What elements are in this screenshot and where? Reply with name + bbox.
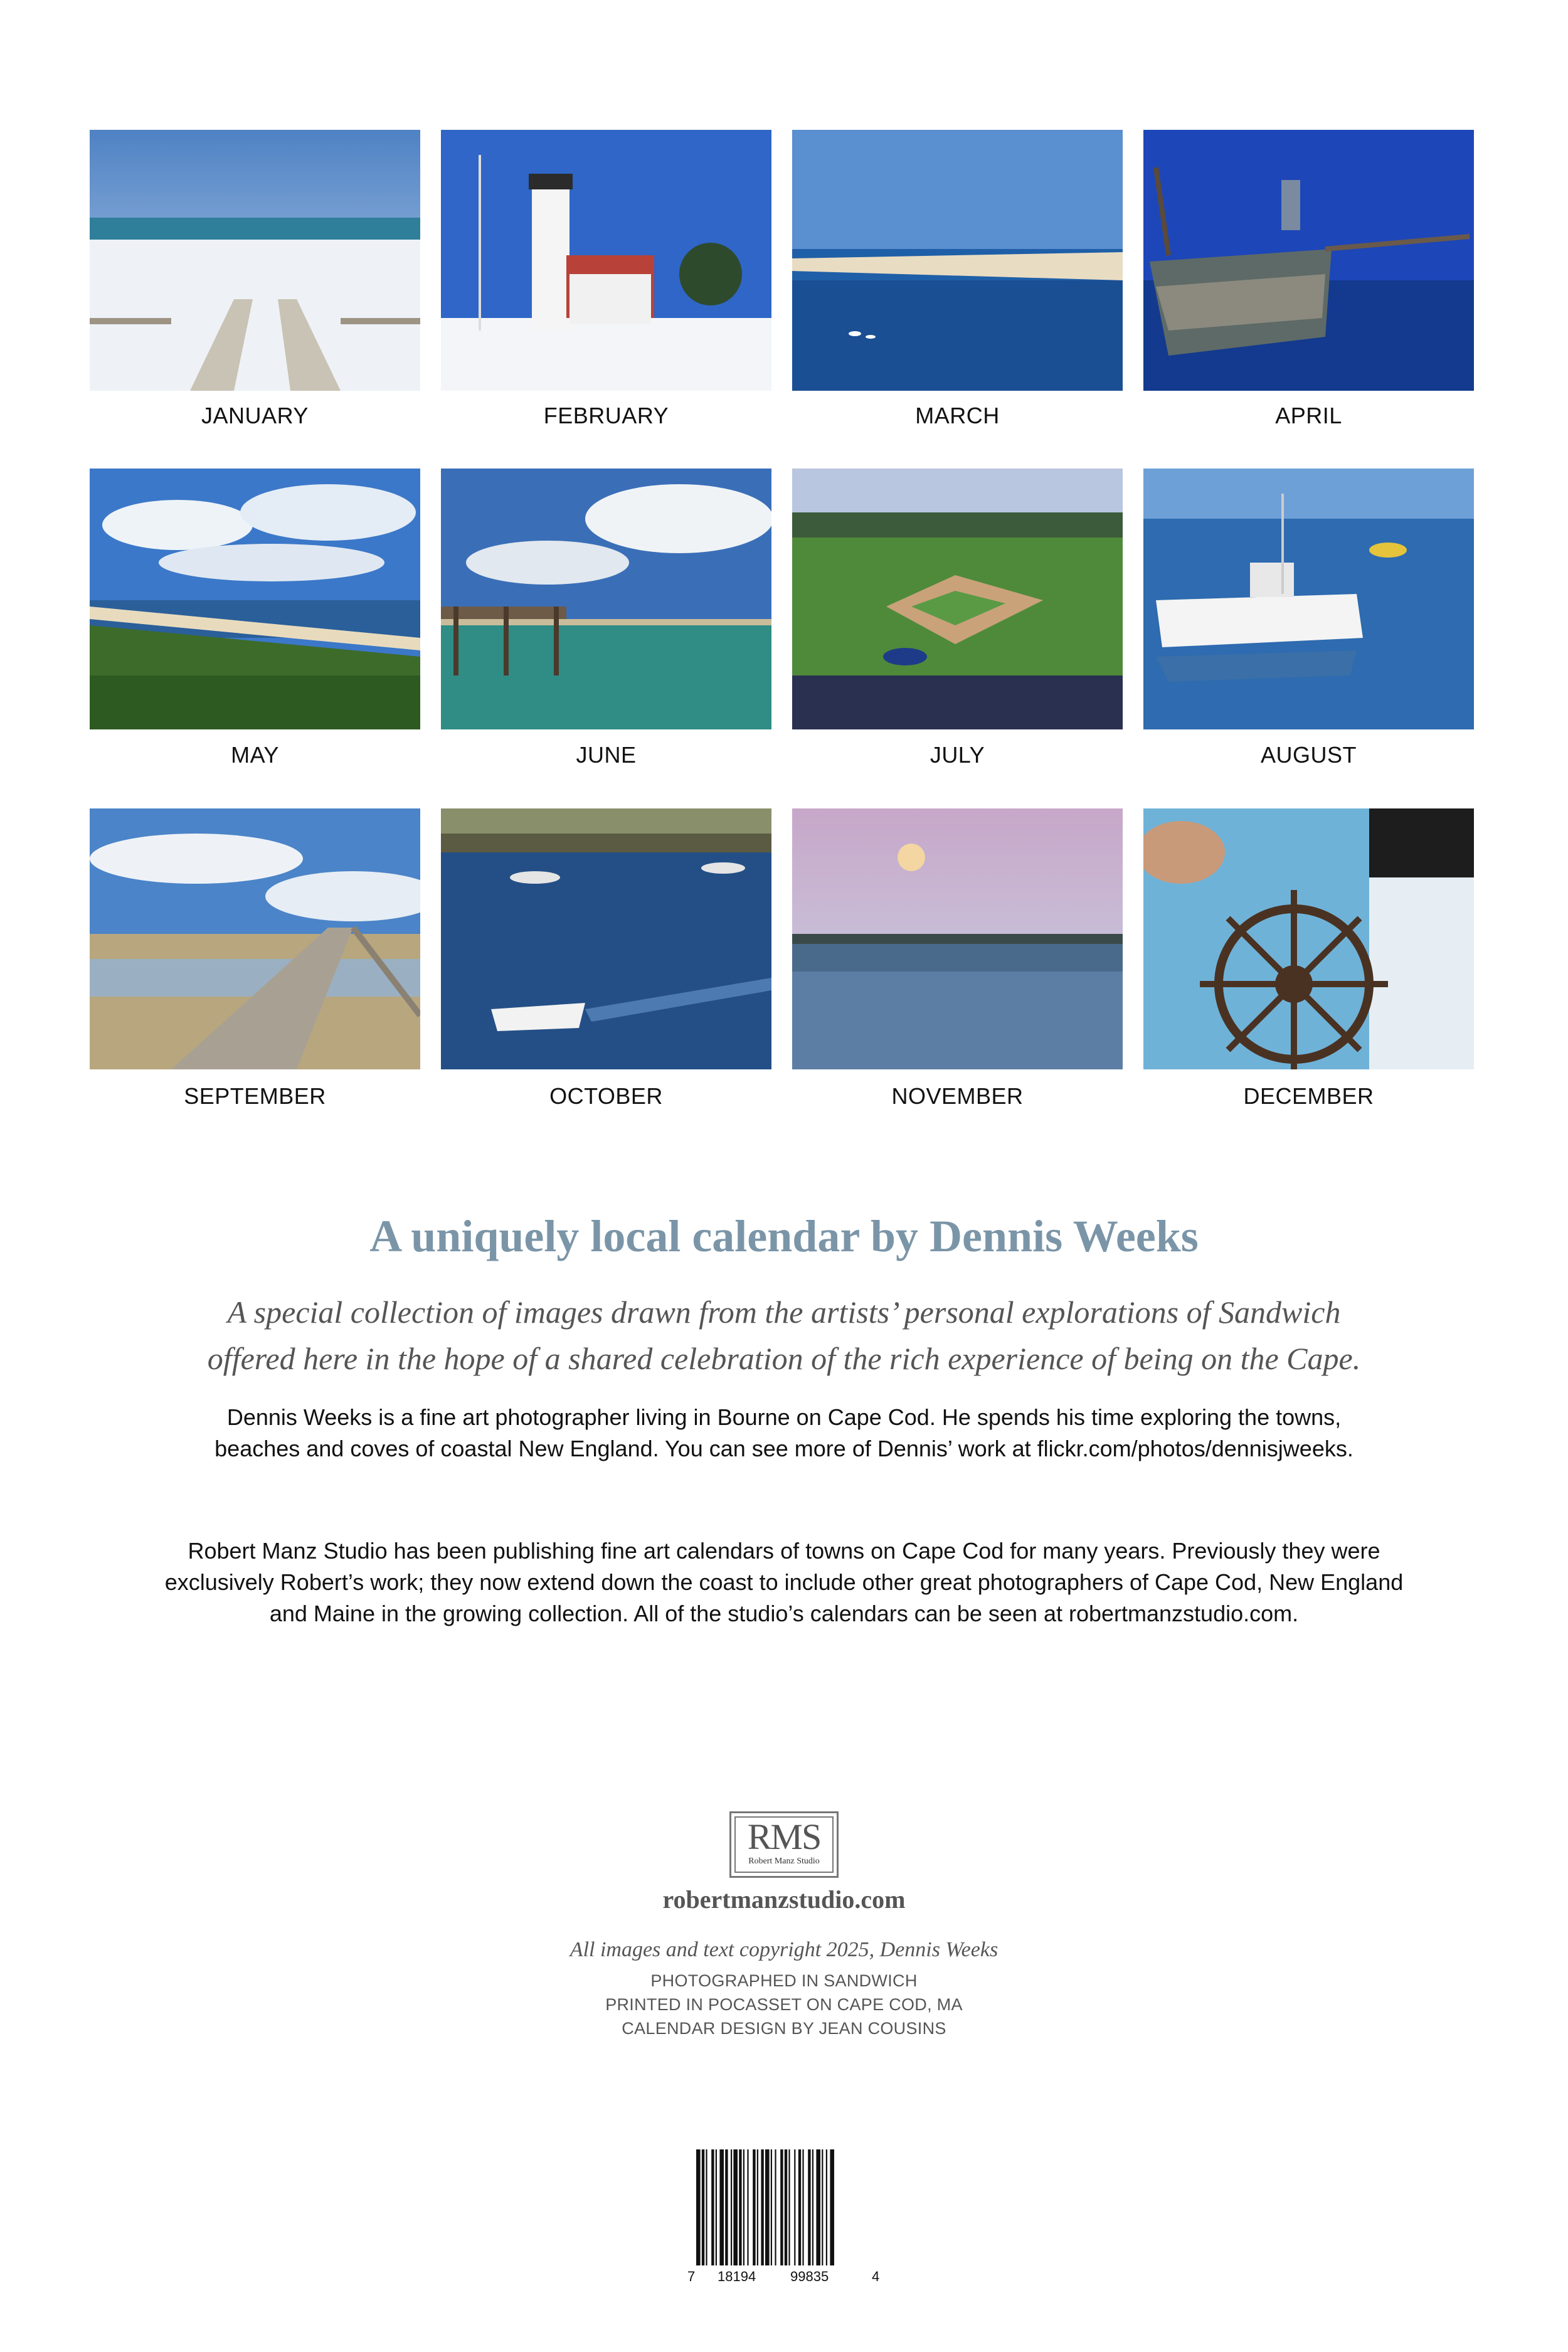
calendar-title: A uniquely local calendar by Dennis Weeks	[369, 1211, 1199, 1261]
month-label-april: APRIL	[1275, 403, 1342, 428]
barcode-bar	[706, 2149, 707, 2265]
barcode-bar	[822, 2149, 823, 2265]
studio-line: and Maine in the growing collection. All of the studio’s calendars can be seen at robertmanzstudio.com.	[269, 1601, 1299, 1626]
photo-january	[90, 130, 420, 391]
photo-july	[792, 469, 1123, 729]
month-label-february: FEBRUARY	[543, 403, 669, 428]
barcode-bar	[719, 2149, 724, 2265]
barcode-bar	[812, 2149, 813, 2265]
barcode-bar	[731, 2149, 732, 2265]
copyright-line: All images and text copyright 2025, Dennis Weeks	[569, 1938, 999, 1961]
studio-description	[125, 1535, 1443, 1629]
photo-march	[792, 130, 1123, 391]
photo-august	[1143, 469, 1474, 729]
barcode-bar	[747, 2149, 748, 2265]
barcode-bars	[684, 2143, 884, 2269]
barcode-bar	[798, 2149, 801, 2265]
month-label-august: AUGUST	[1260, 742, 1357, 768]
bio-line: Dennis Weeks is a fine art photographer living in Bourne on Cape Cod. He spends his time exploring the towns,	[226, 1404, 1342, 1430]
barcode-bar	[775, 2149, 776, 2265]
studio-line: Robert Manz Studio has been publishing fine art calendars of towns on Cape Cod for many years. Previously they were	[188, 1538, 1380, 1564]
month-label-november: NOVEMBER	[891, 1083, 1024, 1109]
barcode-digit-1: 7	[687, 2269, 696, 2284]
barcode-bar	[725, 2149, 728, 2265]
logo-subtitle: Robert Manz Studio	[748, 1857, 820, 1866]
barcode-bar	[739, 2149, 741, 2265]
photo-april	[1143, 130, 1474, 391]
barcode-bar	[711, 2149, 714, 2265]
barcode-bar	[788, 2149, 790, 2265]
barcode-bar	[733, 2149, 738, 2265]
logo-mark: RMS	[747, 1816, 821, 1857]
month-label-september: SEPTEMBER	[184, 1083, 326, 1109]
photo-february	[441, 130, 771, 391]
credit-printed: PRINTED IN POCASSET ON CAPE COD, MA	[605, 1995, 963, 2014]
month-label-october: OCTOBER	[549, 1083, 663, 1109]
bio-line: beaches and coves of coastal New England. You can see more of Dennis’ work at flickr.com/photos/dennisjweeks.	[215, 1436, 1353, 1461]
photographer-bio	[157, 1402, 1411, 1465]
barcode-bar	[753, 2149, 755, 2265]
credit-photographed: PHOTOGRAPHED IN SANDWICH	[650, 1971, 918, 1990]
barcode-bar	[808, 2149, 810, 2265]
barcode-bar	[757, 2149, 758, 2265]
month-label-july: JULY	[930, 742, 985, 768]
barcode-bar	[794, 2149, 795, 2265]
barcode-bar	[716, 2149, 717, 2265]
credit-design: CALENDAR DESIGN BY JEAN COUSINS	[622, 2019, 946, 2038]
photo-june	[441, 469, 771, 729]
barcode-bar	[830, 2149, 834, 2265]
barcode-bar	[816, 2149, 820, 2265]
barcode-bar	[743, 2149, 744, 2265]
barcode-bar	[702, 2149, 704, 2265]
subtitle-line: offered here in the hope of a shared celebration of the rich experience of being on the Cape.	[207, 1341, 1361, 1376]
photo-october	[441, 808, 771, 1069]
month-label-may: MAY	[231, 742, 279, 768]
barcode-bar	[780, 2149, 783, 2265]
subtitle-line: A special collection of images drawn from the artists’ personal explorations of Sandwich	[227, 1295, 1341, 1330]
photo-september	[90, 808, 420, 1069]
barcode-bar	[785, 2149, 787, 2265]
month-label-december: DECEMBER	[1243, 1083, 1374, 1109]
photo-may	[90, 469, 420, 729]
studio-website: robertmanzstudio.com	[662, 1885, 906, 1914]
barcode-bar	[696, 2149, 701, 2265]
barcode-digit-2: 18194	[718, 2269, 756, 2284]
month-label-june: JUNE	[576, 742, 637, 768]
barcode	[684, 2143, 884, 2294]
photo-november	[792, 808, 1123, 1069]
month-label-january: JANUARY	[201, 403, 309, 428]
month-label-march: MARCH	[915, 403, 1000, 428]
photo-december	[1143, 808, 1474, 1069]
rms-logo	[729, 1811, 839, 1878]
barcode-bar	[802, 2149, 803, 2265]
barcode-digit-4: 4	[872, 2269, 880, 2284]
rms-logo-frame	[734, 1816, 834, 1873]
barcode-bar	[826, 2149, 827, 2265]
studio-line: exclusively Robert’s work; they now extend down the coast to include other great photographers of Cape Cod, New England	[164, 1569, 1404, 1595]
calendar-subtitle	[188, 1289, 1380, 1382]
barcode-bar	[765, 2149, 770, 2265]
barcode-bar	[761, 2149, 763, 2265]
barcode-digit-3: 99835	[790, 2269, 829, 2284]
barcode-bar	[771, 2149, 772, 2265]
